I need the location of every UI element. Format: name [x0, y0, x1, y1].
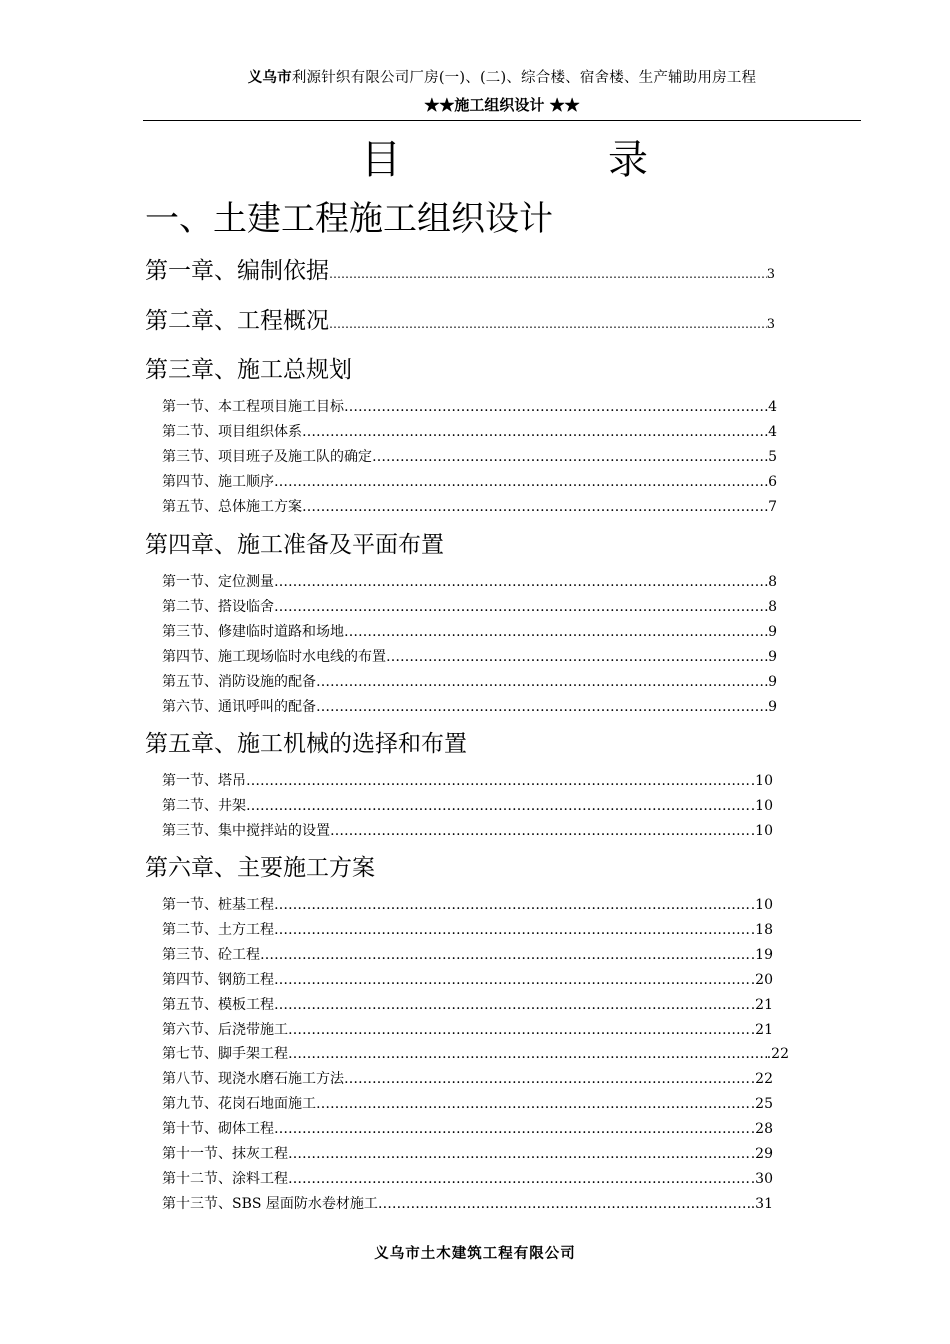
toc-section-item[interactable]: [162, 697, 777, 717]
toc-leader-dots: [329, 259, 767, 289]
toc-leader-dots: [274, 895, 751, 915]
toc-page-number: .22: [750, 1071, 773, 1088]
toc-section-label: 第九节、花岗石地面施工: [162, 1096, 316, 1113]
header-title-rest: 利源针织有限公司厂房(一)、(二)、综合楼、宿舍楼、生产辅助用房工程: [291, 70, 757, 86]
toc-leader-dots: [372, 447, 768, 467]
toc-page-number: .21: [750, 1021, 773, 1038]
toc-leader-dots: [274, 920, 751, 940]
toc-section-label: 第十三节、SBS 屋面防水卷材施工: [162, 1195, 378, 1212]
toc-section-item[interactable]: [162, 945, 773, 965]
toc-leader-dots: [274, 472, 768, 492]
toc-leader-dots: [386, 647, 768, 667]
toc-section-label: 第一节、塔吊: [162, 773, 246, 789]
toc-leader-dots: [288, 1044, 767, 1064]
toc-leader-dots: [316, 672, 768, 692]
toc-chapter-1[interactable]: [145, 256, 775, 290]
toc-section-item[interactable]: [162, 497, 777, 517]
toc-section-item[interactable]: [162, 597, 777, 617]
toc-chapter-label: 第二章、工程概况: [145, 308, 329, 334]
toc-leader-dots: [302, 422, 768, 442]
toc-section-item[interactable]: [162, 920, 773, 940]
toc-section-item[interactable]: [162, 1194, 773, 1214]
toc-section-label: 第五节、总体施工方案: [162, 498, 302, 515]
toc-section-item[interactable]: [162, 422, 777, 442]
toc-section-label: 第三节、修建临时道路和场地: [162, 623, 344, 640]
toc-page-number: .25: [750, 1096, 773, 1113]
toc-page-number: 3: [766, 267, 775, 282]
toc-page-number: .28: [750, 1121, 773, 1138]
toc-page-number: .18: [750, 921, 773, 938]
part-title: 一、土建工程施工组织设计: [145, 199, 553, 239]
toc-leader-dots: [274, 995, 751, 1015]
header-project-title: [143, 66, 861, 87]
toc-section-item[interactable]: [162, 1020, 773, 1040]
toc-page-number: .22: [766, 1046, 789, 1063]
toc-section-label: 第二节、项目组织体系: [162, 423, 302, 440]
toc-section-label: 第四节、施工现场临时水电线的布置: [162, 648, 386, 665]
toc-title: [143, 136, 861, 186]
toc-page-number: .19: [750, 946, 773, 963]
toc-section-item[interactable]: [162, 672, 777, 692]
toc-section-label: 第三节、集中搅拌站的设置: [162, 822, 330, 839]
toc-page-number: 9: [768, 648, 777, 665]
toc-leader-dots: [316, 697, 768, 717]
toc-section-label: 第一节、桩基工程: [162, 897, 274, 913]
toc-leader-dots: [288, 1020, 751, 1040]
toc-leader-dots: [378, 1194, 751, 1214]
toc-title-char-2: 录: [608, 137, 648, 183]
toc-page-number: .10: [750, 797, 773, 814]
toc-page-number: .20: [750, 971, 773, 988]
toc-section-label: 第六节、后浇带施工: [162, 1021, 288, 1038]
toc-page-number: .30: [750, 1170, 773, 1187]
toc-section-item[interactable]: [162, 1119, 773, 1139]
toc-leader-dots: [274, 597, 768, 617]
toc-chapter-3[interactable]: 第三章、施工总规划: [145, 357, 352, 383]
toc-section-item[interactable]: [162, 995, 773, 1015]
toc-leader-dots: [246, 796, 751, 816]
page-header: [143, 66, 861, 115]
toc-chapter-label: 第一章、编制依据: [145, 258, 329, 284]
toc-section-item[interactable]: [162, 771, 773, 791]
toc-leader-dots: [329, 309, 767, 339]
footer-company: 义乌市土木建筑工程有限公司: [374, 1245, 576, 1262]
toc-section-label: 第一节、定位测量: [162, 574, 274, 590]
toc-page-number: 5: [768, 448, 777, 465]
toc-title-char-1: 目: [361, 137, 401, 183]
toc-page-number: 9: [768, 698, 777, 715]
toc-leader-dots: [274, 572, 768, 592]
toc-section-item[interactable]: [162, 1069, 773, 1089]
toc-leader-dots: [316, 1094, 751, 1114]
toc-section-label: 第七节、脚手架工程: [162, 1046, 288, 1063]
toc-section-label: 第三节、项目班子及施工队的确定: [162, 448, 372, 465]
toc-page-number: 8: [768, 598, 777, 615]
toc-section-label: 第五节、模板工程: [162, 996, 274, 1013]
toc-section-label: 第十二节、涂料工程: [162, 1170, 288, 1187]
header-title-prefix: 义乌市: [247, 69, 292, 86]
toc-page-number: .21: [750, 996, 773, 1013]
toc-page-number: 3: [766, 317, 775, 332]
toc-section-label: 第四节、施工顺序: [162, 473, 274, 490]
toc-section-item[interactable]: [162, 1044, 789, 1064]
toc-section-label: 第八节、现浇水磨石施工方法: [162, 1071, 344, 1088]
toc-section-item[interactable]: [162, 647, 777, 667]
toc-page-number: 8: [768, 574, 777, 590]
toc-leader-dots: [274, 1119, 751, 1139]
toc-page-number: .29: [750, 1146, 773, 1162]
toc-section-item[interactable]: [162, 1144, 773, 1164]
toc-leader-dots: [302, 497, 768, 517]
toc-leader-dots: [344, 397, 768, 417]
toc-section-label: 第五节、消防设施的配备: [162, 673, 316, 690]
toc-section-label: 第四节、钢筋工程: [162, 971, 274, 988]
toc-page-number: 9: [768, 623, 777, 640]
toc-section-label: 第十一节、抹灰工程: [162, 1146, 288, 1162]
toc-leader-dots: [288, 1169, 751, 1189]
toc-page-number: 6: [768, 473, 777, 490]
toc-leader-dots: [246, 771, 751, 791]
toc-leader-dots: [344, 1069, 751, 1089]
toc-page-number: 7: [768, 498, 777, 515]
toc-section-item[interactable]: [162, 895, 773, 915]
toc-section-item[interactable]: [162, 572, 777, 592]
toc-page-number: .10: [750, 822, 773, 839]
toc-page-number: .10: [750, 773, 773, 789]
toc-section-label: 第二节、搭设临舍: [162, 598, 274, 615]
toc-section-item[interactable]: [162, 970, 773, 990]
toc-section-item[interactable]: [162, 447, 777, 467]
toc-section-label: 第六节、通讯呼叫的配备: [162, 698, 316, 715]
toc-chapter-6[interactable]: 第六章、主要施工方案: [145, 855, 375, 881]
toc-chapter-2[interactable]: [145, 306, 775, 340]
toc-chapter-5[interactable]: 第五章、施工机械的选择和布置: [145, 731, 467, 757]
toc-page-number: .10: [750, 897, 773, 913]
toc-section-item[interactable]: [162, 1169, 773, 1189]
toc-section-item[interactable]: [162, 796, 773, 816]
toc-leader-dots: [330, 821, 751, 841]
toc-section-item[interactable]: [162, 397, 777, 417]
toc-leader-dots: [344, 622, 768, 642]
toc-chapter-4[interactable]: 第四章、施工准备及平面布置: [145, 532, 444, 558]
toc-section-label: 第三节、砼工程: [162, 946, 260, 963]
toc-section-label: 第二节、土方工程: [162, 921, 274, 938]
toc-section-item[interactable]: [162, 1094, 773, 1114]
toc-leader-dots: [288, 1144, 751, 1164]
toc-page-number: 9: [768, 673, 777, 690]
toc-page-number: .31: [750, 1195, 773, 1212]
toc-section-item[interactable]: [162, 821, 773, 841]
toc-section-item[interactable]: [162, 622, 777, 642]
toc-section-label: 第一节、本工程项目施工目标: [162, 399, 344, 415]
toc-page-number: 4: [768, 399, 777, 415]
toc-leader-dots: [260, 945, 751, 965]
toc-page-number: 4: [768, 423, 777, 440]
toc-section-item[interactable]: [162, 472, 777, 492]
header-divider: [143, 120, 861, 121]
header-subtitle: ★★施工组织设计 ★★: [424, 96, 580, 114]
toc-section-label: 第十节、砌体工程: [162, 1121, 274, 1138]
toc-leader-dots: [274, 970, 751, 990]
toc-section-label: 第二节、井架: [162, 797, 246, 814]
